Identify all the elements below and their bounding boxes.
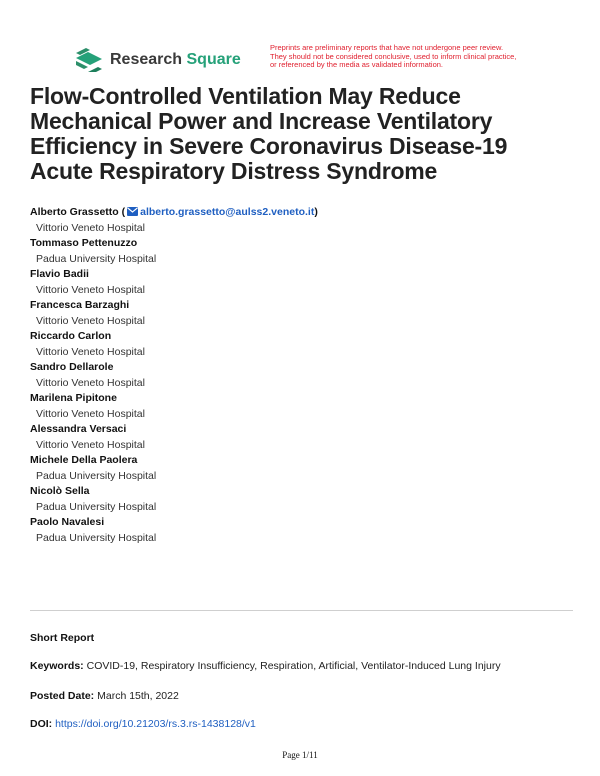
- author-affiliation: Padua University Hospital: [36, 532, 157, 544]
- keywords-value: COVID-19, Respiratory Insufficiency, Respiration, Artificial, Ventilator-Induced Lung Injury: [86, 660, 501, 672]
- author-name: Francesca Barzaghi: [30, 299, 130, 311]
- author-entry: [30, 268, 575, 297]
- author-affiliation: Vittorio Veneto Hospital: [36, 315, 145, 327]
- author-name: Riccardo Carlon: [30, 330, 112, 342]
- author-affiliation: Padua University Hospital: [36, 253, 157, 265]
- posted-date-label: Posted Date:: [30, 690, 95, 702]
- author-entry: [30, 237, 575, 266]
- paper-title: Flow-Controlled Ventilation May Reduce Mechanical Power and Increase Ventilatory Efficiency in Severe Coronavirus Disease-19 Acute Respiratory Distress Syndrome: [30, 83, 508, 184]
- author-email-link[interactable]: alberto.grassetto@aulss2.veneto.it: [140, 206, 315, 218]
- doi-line: [30, 718, 256, 730]
- author-affiliation: Vittorio Veneto Hospital: [36, 284, 145, 296]
- author-entry: Alberto Grassetto ( alberto.grassetto@aulss2.veneto.it) Vittorio Veneto Hospital: [30, 206, 575, 235]
- section-divider: [30, 610, 573, 611]
- author-name: Michele Della Paolera: [30, 454, 138, 466]
- author-name: Tommaso Pettenuzzo: [30, 237, 138, 249]
- author-name: Nicolò Sella: [30, 485, 90, 497]
- author-affiliation: Vittorio Veneto Hospital: [36, 377, 145, 389]
- envelope-icon: [127, 207, 138, 216]
- disclaimer-line: They should not be considered conclusive, used to inform clinical practice,: [270, 51, 517, 61]
- author-affiliation: Vittorio Veneto Hospital: [36, 346, 145, 358]
- doi-link[interactable]: https://doi.org/10.21203/rs.3.rs-1438128/v1: [55, 718, 256, 730]
- doi-label: DOI:: [30, 718, 53, 730]
- page-number: Page 1/11: [282, 750, 318, 760]
- author-entry: [30, 299, 575, 328]
- author-name: Marilena Pipitone: [30, 392, 117, 404]
- author-entry: [30, 454, 575, 483]
- author-name: Alberto Grassetto: [30, 206, 119, 218]
- author-affiliation: Vittorio Veneto Hospital: [36, 439, 145, 451]
- author-list: [30, 206, 575, 547]
- author-entry: [30, 361, 575, 390]
- disclaimer-line: Preprints are preliminary reports that have not undergone peer review.: [270, 43, 504, 52]
- author-name: Alessandra Versaci: [30, 423, 127, 435]
- keywords-line: [30, 660, 501, 672]
- keywords-label: Keywords:: [30, 660, 84, 672]
- article-type: Short Report: [30, 632, 95, 644]
- author-entry: [30, 330, 575, 359]
- author-affiliation: Vittorio Veneto Hospital: [36, 222, 145, 234]
- author-affiliation: Vittorio Veneto Hospital: [36, 408, 145, 420]
- posted-date-value: March 15th, 2022: [97, 690, 179, 702]
- author-entry: [30, 516, 575, 545]
- preprint-disclaimer: [270, 44, 570, 70]
- author-affiliation: Padua University Hospital: [36, 501, 157, 513]
- research-square-logo-icon: [74, 48, 104, 72]
- author-entry: [30, 485, 575, 514]
- author-name: Flavio Badii: [30, 268, 89, 280]
- author-affiliation: Padua University Hospital: [36, 470, 157, 482]
- author-entry: [30, 392, 575, 421]
- posted-date-line: [30, 690, 179, 702]
- disclaimer-line: or referenced by the media as validated information.: [270, 60, 444, 69]
- research-square-logo[interactable]: [74, 48, 241, 72]
- author-name: Sandro Dellarole: [30, 361, 114, 373]
- author-entry: [30, 423, 575, 452]
- author-name: Paolo Navalesi: [30, 516, 105, 528]
- logo-text: Research Square: [110, 51, 241, 68]
